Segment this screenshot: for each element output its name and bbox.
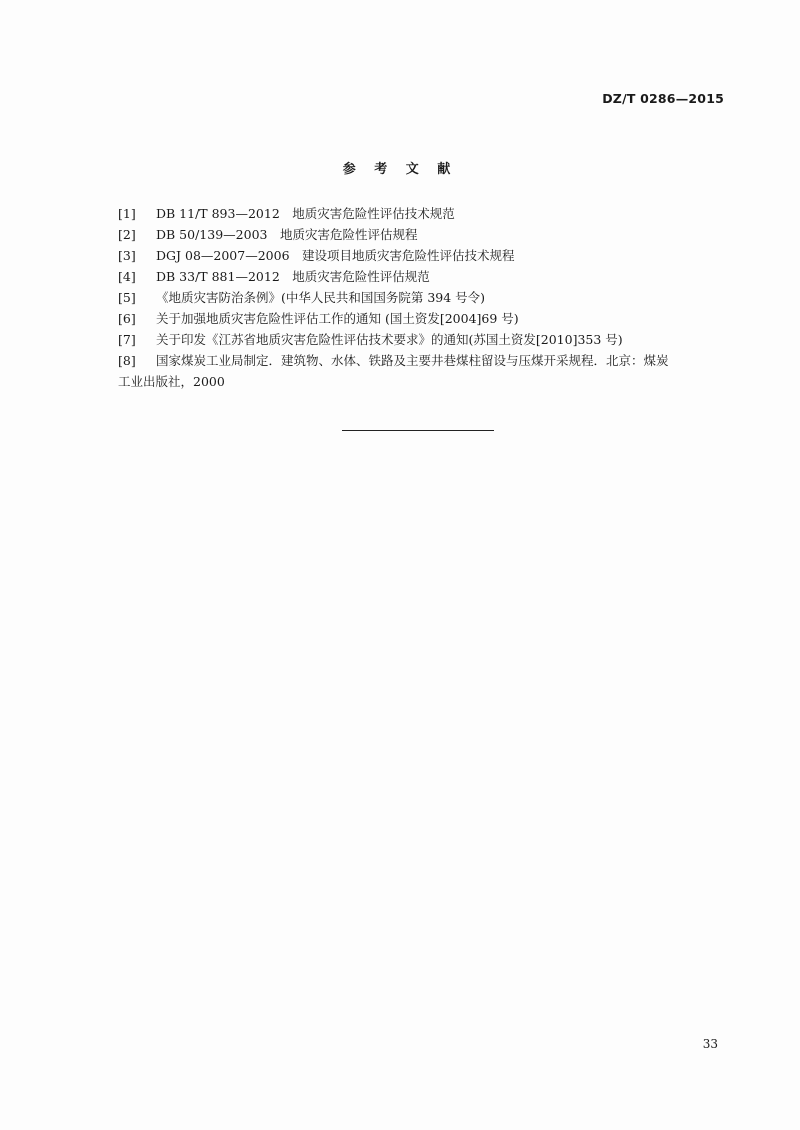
reference-item — [118, 329, 738, 350]
end-rule-divider — [342, 430, 494, 431]
reference-item — [118, 224, 738, 245]
reference-item — [118, 245, 738, 266]
standard-number: DZ/T 0286—2015 — [602, 91, 724, 106]
reference-item — [118, 287, 738, 308]
reference-number: [2] — [118, 227, 136, 242]
reference-item — [118, 350, 738, 371]
reference-number: [5] — [118, 290, 136, 305]
reference-item — [118, 308, 738, 329]
reference-number: [3] — [118, 248, 136, 263]
reference-list — [118, 203, 738, 392]
reference-item — [118, 266, 738, 287]
reference-number: [4] — [118, 269, 136, 284]
reference-text: DB 50/139—2003 地质灾害危险性评估规程 — [156, 227, 418, 242]
section-title-references: 参 考 文 献 — [342, 162, 458, 177]
reference-text: 国家煤炭工业局制定．建筑物、水体、铁路及主要井巷煤柱留设与压煤开采规程．北京：煤炭 — [156, 353, 669, 368]
reference-text: 关于印发《江苏省地质灾害危险性评估技术要求》的通知(苏国土资发[2010]353 号) — [156, 332, 623, 347]
reference-item — [118, 203, 738, 224]
reference-text: DGJ 08—2007—2006 建设项目地质灾害危险性评估技术规程 — [156, 248, 515, 263]
reference-number: [6] — [118, 311, 136, 326]
reference-number: [8] — [118, 353, 136, 368]
reference-text: 关于加强地质灾害危险性评估工作的通知 (国土资发[2004]69 号) — [156, 311, 519, 326]
reference-text: DB 11/T 893—2012 地质灾害危险性评估技术规范 — [156, 206, 455, 221]
page-number: 33 — [702, 1037, 718, 1051]
reference-item-continuation — [118, 371, 738, 392]
reference-number: [1] — [118, 206, 136, 221]
reference-text: 《地质灾害防治条例》(中华人民共和国国务院第 394 号令) — [156, 290, 486, 305]
reference-number: [7] — [118, 332, 136, 347]
reference-text: DB 33/T 881—2012 地质灾害危险性评估规范 — [156, 269, 430, 284]
reference-text-continuation: 工业出版社，2000 — [118, 374, 225, 389]
